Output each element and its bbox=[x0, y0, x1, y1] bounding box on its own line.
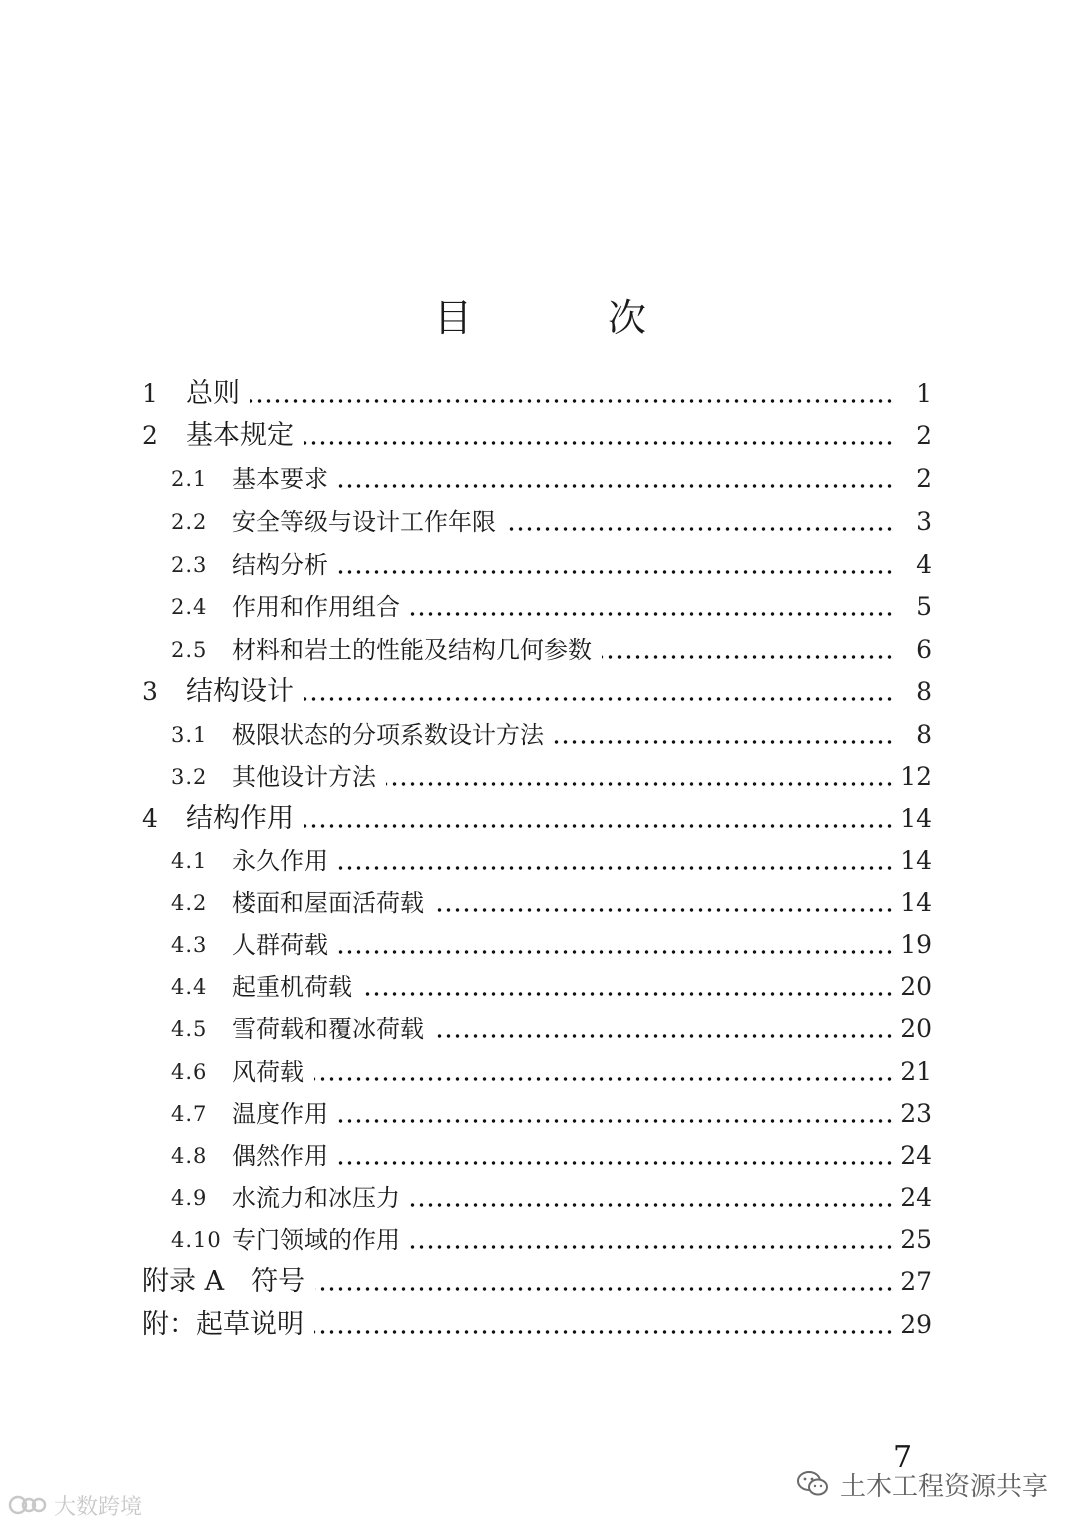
toc-leader-dots bbox=[338, 484, 894, 488]
toc-entry-label: 附：起草说明 bbox=[142, 1307, 314, 1343]
toc-entry-label: 风荷载 bbox=[232, 1054, 314, 1090]
toc-entry-page: 12 bbox=[900, 762, 932, 791]
toc-entry-label: 总则 bbox=[186, 376, 250, 412]
toc-entry-label: 其他设计方法 bbox=[232, 759, 386, 795]
page-number: 7 bbox=[893, 1440, 913, 1475]
toc-entry[interactable] bbox=[0, 1222, 1080, 1258]
watermark-left bbox=[8, 1488, 142, 1522]
toc-entry[interactable] bbox=[0, 1011, 1080, 1047]
toc-entry-label: 温度作用 bbox=[232, 1096, 338, 1132]
toc-leader-dots bbox=[434, 908, 894, 912]
toc-leader-dots bbox=[554, 740, 894, 744]
toc-entry[interactable] bbox=[0, 885, 1080, 921]
toc-entry-page: 29 bbox=[900, 1310, 932, 1339]
toc-leader-dots bbox=[338, 866, 894, 870]
toc-entry-page: 23 bbox=[900, 1099, 932, 1128]
toc-entry-number: 1 bbox=[142, 379, 158, 408]
toc-leader-dots bbox=[362, 992, 894, 996]
toc-entry-page: 6 bbox=[916, 635, 932, 664]
toc-entry-page: 24 bbox=[900, 1183, 932, 1212]
toc-entry-page: 14 bbox=[900, 804, 932, 833]
toc-leader-dots bbox=[314, 1077, 894, 1081]
toc-entry-page: 14 bbox=[900, 888, 932, 917]
toc-entry-number: 4.2 bbox=[171, 891, 208, 915]
watermark-left-text: 大数跨境 bbox=[54, 1494, 143, 1520]
toc-entry[interactable] bbox=[0, 674, 1080, 710]
toc-entry-number: 2 bbox=[142, 421, 158, 450]
toc-entry-number: 4.4 bbox=[171, 975, 208, 999]
toc-entry-page: 4 bbox=[916, 550, 932, 579]
toc-leader-dots bbox=[315, 1287, 894, 1291]
toc-leader-dots bbox=[410, 612, 894, 616]
toc-entry-page: 20 bbox=[900, 972, 932, 1001]
toc-entry-page: 14 bbox=[900, 846, 932, 875]
toc-entry[interactable] bbox=[0, 1264, 1080, 1300]
toc-entry[interactable] bbox=[0, 927, 1080, 963]
toc-leader-dots bbox=[338, 1119, 894, 1123]
toc-entry-number: 3.2 bbox=[171, 765, 208, 789]
brand-logo-icon bbox=[8, 1491, 48, 1519]
toc-entry[interactable] bbox=[0, 1180, 1080, 1216]
toc-entry-page: 8 bbox=[916, 677, 932, 706]
toc-entry-label: 极限状态的分项系数设计方法 bbox=[232, 717, 554, 753]
toc-entry-page: 20 bbox=[900, 1014, 932, 1043]
toc-entry-label: 雪荷载和覆冰荷载 bbox=[232, 1011, 434, 1047]
toc-entry-page: 2 bbox=[916, 421, 932, 450]
toc-entry-number: 2.5 bbox=[171, 638, 208, 662]
toc-entry-number: 4.1 bbox=[171, 849, 208, 873]
toc-entry-label: 楼面和屋面活荷载 bbox=[232, 885, 434, 921]
toc-leader-dots bbox=[304, 697, 894, 701]
toc-entry[interactable] bbox=[0, 969, 1080, 1005]
toc-entry-page: 25 bbox=[900, 1225, 932, 1254]
toc-entry[interactable] bbox=[0, 461, 1080, 497]
toc-entry-label: 结构作用 bbox=[186, 801, 304, 837]
toc-entry-label: 永久作用 bbox=[232, 843, 338, 879]
toc-entry-number: 4.3 bbox=[171, 933, 208, 957]
toc-leader-dots bbox=[410, 1245, 894, 1249]
toc-entry-page: 21 bbox=[900, 1057, 932, 1086]
toc-leader-dots bbox=[304, 441, 894, 445]
toc-entry-number: 2.2 bbox=[171, 510, 208, 534]
toc-entry-label: 安全等级与设计工作年限 bbox=[232, 504, 506, 540]
toc-entry-page: 8 bbox=[916, 720, 932, 749]
toc-entry-page: 1 bbox=[916, 379, 932, 408]
toc-entry[interactable] bbox=[0, 759, 1080, 795]
toc-entry-number: 4 bbox=[142, 804, 158, 833]
toc-entry-label: 人群荷载 bbox=[232, 927, 338, 963]
toc-entry[interactable] bbox=[0, 1138, 1080, 1174]
toc-leader-dots bbox=[602, 655, 894, 659]
watermark-right bbox=[796, 1462, 1048, 1506]
wechat-icon bbox=[796, 1469, 830, 1499]
toc-entry-label: 水流力和冰压力 bbox=[232, 1180, 410, 1216]
toc-entry-number: 2.4 bbox=[171, 595, 208, 619]
toc-entry-label: 结构设计 bbox=[186, 674, 304, 710]
toc-leader-dots bbox=[304, 824, 894, 828]
toc-leader-dots bbox=[314, 1330, 894, 1334]
toc-entry-label: 专门领域的作用 bbox=[232, 1222, 410, 1258]
toc-entry-label: 基本要求 bbox=[232, 461, 338, 497]
toc-leader-dots bbox=[410, 1203, 894, 1207]
toc-entry-number: 4.10 bbox=[171, 1228, 222, 1252]
toc-leader-dots bbox=[386, 782, 894, 786]
toc-entry[interactable] bbox=[0, 717, 1080, 753]
toc-entry-number: 4.6 bbox=[171, 1060, 208, 1084]
toc-entry-page: 19 bbox=[900, 930, 932, 959]
toc-entry-page: 24 bbox=[900, 1141, 932, 1170]
toc-entry[interactable] bbox=[0, 632, 1080, 668]
toc-entry-number: 4.9 bbox=[171, 1186, 208, 1210]
toc-entry[interactable] bbox=[0, 801, 1080, 837]
toc-entry[interactable] bbox=[0, 1307, 1080, 1343]
toc-leader-dots bbox=[250, 399, 894, 403]
toc-entry-number: 4.7 bbox=[171, 1102, 208, 1126]
toc-entry-number: 4.5 bbox=[171, 1017, 208, 1041]
toc-entry-label: 起重机荷载 bbox=[232, 969, 362, 1005]
toc-entry-label: 偶然作用 bbox=[232, 1138, 338, 1174]
toc-entry-label: 作用和作用组合 bbox=[232, 589, 410, 625]
toc-entry-page: 5 bbox=[916, 592, 932, 621]
toc-entry[interactable] bbox=[0, 1096, 1080, 1132]
toc-leader-dots bbox=[338, 570, 894, 574]
toc-entry-number: 2.3 bbox=[171, 553, 208, 577]
toc-entry-number: 4.8 bbox=[171, 1144, 208, 1168]
toc-entry[interactable] bbox=[0, 376, 1080, 412]
toc-entry[interactable] bbox=[0, 843, 1080, 879]
toc-entry[interactable] bbox=[0, 504, 1080, 540]
toc-entry-page: 27 bbox=[900, 1267, 932, 1296]
page-title: 目 次 bbox=[433, 296, 709, 341]
toc-entry-number: 3 bbox=[142, 677, 158, 706]
toc-entry-label: 结构分析 bbox=[232, 547, 338, 583]
toc-leader-dots bbox=[434, 1034, 894, 1038]
toc-entry-number: 3.1 bbox=[171, 723, 208, 747]
toc-leader-dots bbox=[338, 950, 894, 954]
toc-leader-dots bbox=[506, 527, 894, 531]
toc-entry-page: 3 bbox=[916, 507, 932, 536]
toc-entry-page: 2 bbox=[916, 464, 932, 493]
toc-entry[interactable] bbox=[0, 547, 1080, 583]
toc-entry[interactable] bbox=[0, 418, 1080, 454]
toc-entry-number: 2.1 bbox=[171, 467, 208, 491]
toc-entry[interactable] bbox=[0, 1054, 1080, 1090]
toc-leader-dots bbox=[338, 1161, 894, 1165]
toc-entry-label: 材料和岩土的性能及结构几何参数 bbox=[232, 632, 602, 668]
toc-entry-label: 附录 A 符号 bbox=[142, 1264, 315, 1300]
toc-entry-label: 基本规定 bbox=[186, 418, 304, 454]
toc-entry[interactable] bbox=[0, 589, 1080, 625]
watermark-right-text: 土木工程资源共享 bbox=[840, 1471, 1049, 1502]
